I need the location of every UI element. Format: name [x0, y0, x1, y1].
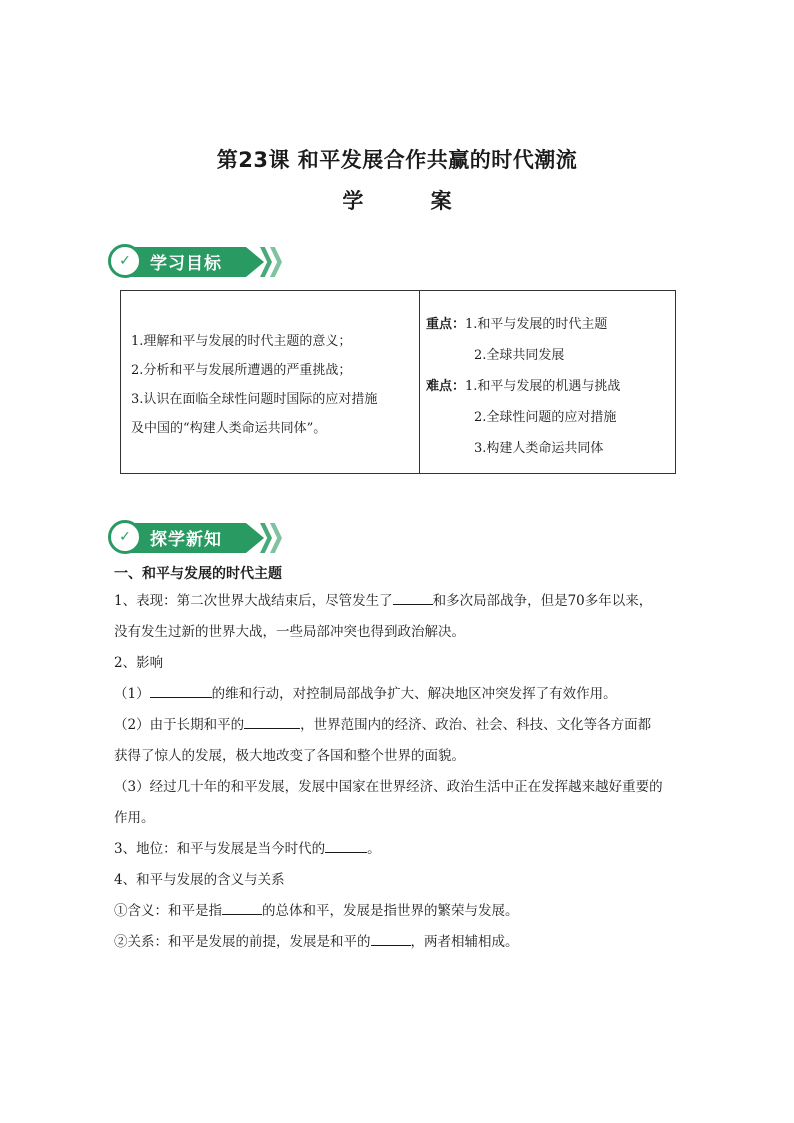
goals-keypoints-cell	[420, 291, 675, 473]
fill-blank[interactable]	[222, 902, 262, 915]
section-banner-goals	[108, 244, 278, 280]
section-label-explore: 探学新知	[150, 530, 222, 550]
paragraph: 1、表现：第二次世界大战结束后，尽管发生了 和多次局部战争，但是70多年以来，	[114, 593, 653, 609]
paragraph: 没有发生过新的世界大战，一些局部冲突也得到政治解决。	[114, 624, 465, 640]
fill-blank[interactable]	[244, 716, 300, 729]
paragraph: （1） 的维和行动，对控制局部战争扩大、解决地区冲突发挥了有效作用。	[114, 686, 617, 702]
difficult-point-item: 1.和平与发展的机遇与挑战	[465, 379, 621, 394]
fill-blank[interactable]	[150, 685, 212, 698]
objective-item: 3.认识在面临全球性问题时国际的应对措施	[131, 392, 378, 407]
paragraph: 获得了惊人的发展，极大地改变了各国和整个世界的面貌。	[114, 748, 465, 764]
check-icon: ✓	[108, 520, 142, 554]
goals-objectives-cell	[121, 291, 420, 473]
key-point-item: 1.和平与发展的时代主题	[465, 317, 608, 332]
objective-item: 1.理解和平与发展的时代主题的意义；	[131, 334, 352, 349]
paragraph: 4、和平与发展的含义与关系	[114, 872, 285, 888]
content-body	[114, 562, 694, 958]
fill-blank[interactable]	[371, 933, 411, 946]
objective-item: 2.分析和平与发展所遭遇的严重挑战；	[131, 363, 352, 378]
paragraph: ①含义：和平是指 的总体和平，发展是指世界的繁荣与发展。	[114, 903, 519, 919]
paragraph: （2）由于长期和平的 ，世界范围内的经济、政治、社会、科技、文化等各方面都	[114, 717, 652, 733]
key-points-label: 重点：	[426, 317, 466, 332]
fill-blank[interactable]	[325, 840, 367, 853]
difficult-points-label: 难点：	[426, 379, 466, 394]
fill-blank[interactable]	[393, 592, 433, 605]
paragraph: 3、地位：和平与发展是当今时代的 。	[114, 841, 381, 857]
difficult-point-item: 2.全球性问题的应对措施	[474, 410, 617, 425]
objective-item: 及中国的“构建人类命运共同体”。	[131, 421, 327, 436]
check-icon: ✓	[108, 244, 142, 278]
paragraph: 2、影响	[114, 655, 164, 671]
goals-table	[120, 290, 676, 474]
paragraph: （3）经过几十年的和平发展，发展中国家在世界经济、政治生活中正在发挥越来越好重要的	[114, 779, 663, 795]
section-heading: 一、和平与发展的时代主题	[114, 566, 282, 582]
section-banner-explore	[108, 520, 278, 556]
difficult-point-item: 3.构建人类命运共同体	[474, 441, 604, 456]
section-label-goals: 学习目标	[150, 254, 222, 274]
page-title: 第23课 和平发展合作共赢的时代潮流	[216, 148, 578, 172]
page-subtitle: 学 案	[342, 189, 482, 213]
key-point-item: 2.全球共同发展	[474, 348, 565, 363]
paragraph: 作用。	[114, 810, 155, 826]
paragraph: ②关系：和平是发展的前提，发展是和平的 ，两者相辅相成。	[114, 934, 519, 950]
